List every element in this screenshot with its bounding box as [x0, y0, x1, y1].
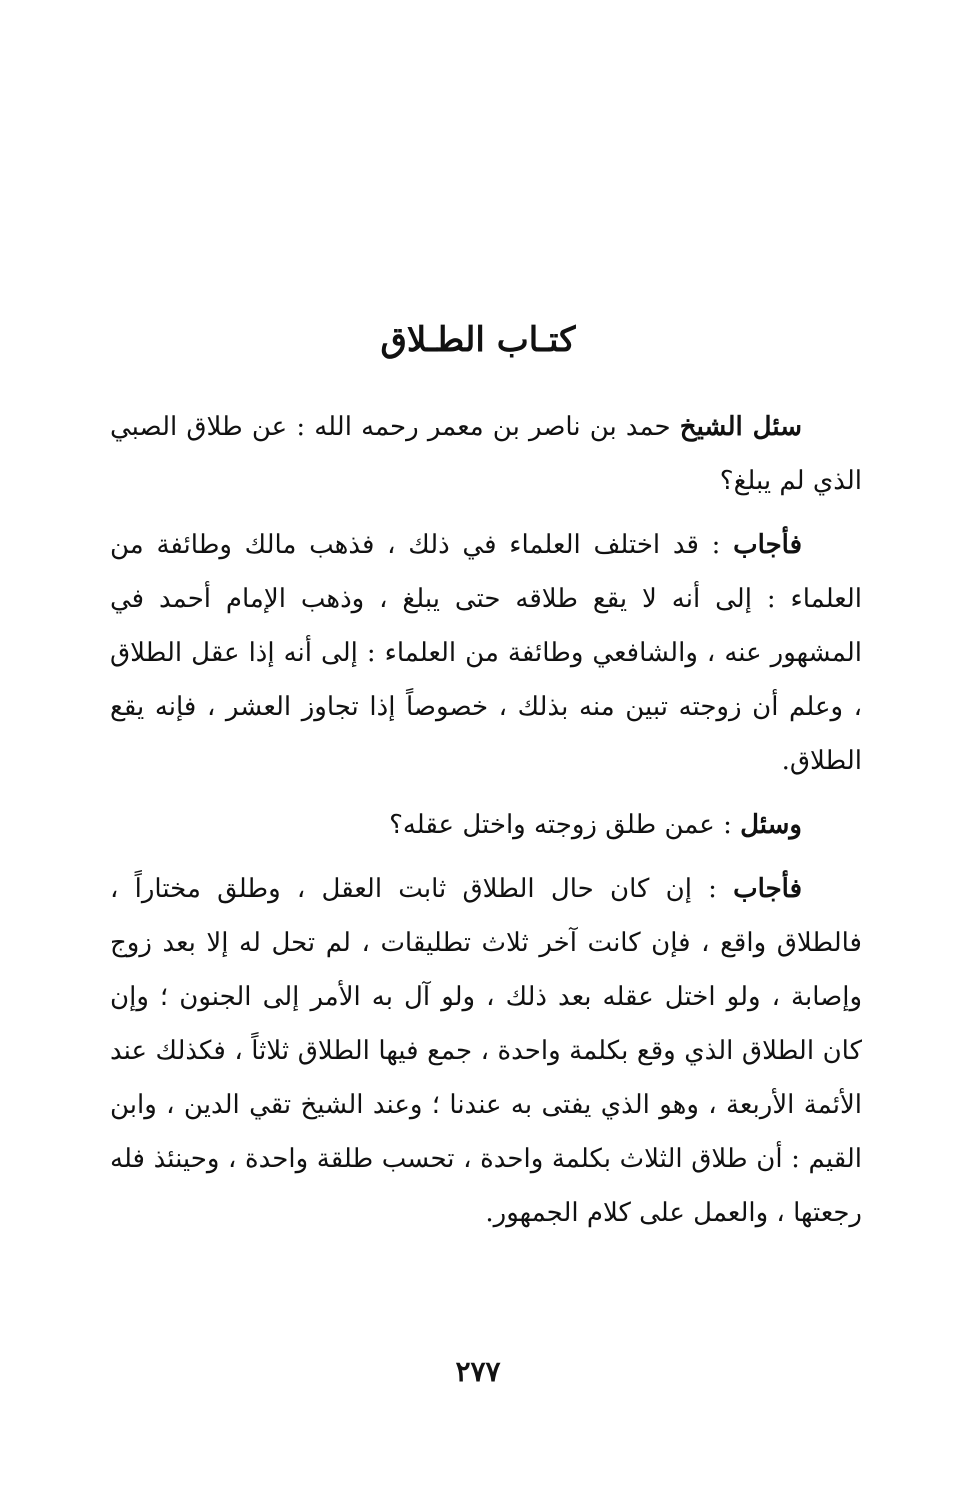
- answer-paragraph-1: [110, 518, 862, 788]
- paragraph-text: : عمن طلق زوجته واختل عقله؟: [389, 810, 741, 840]
- answer-paragraph-2: [110, 862, 862, 1240]
- question-paragraph-2: [110, 798, 862, 852]
- paragraph-lead: فأجاب: [733, 874, 802, 904]
- paragraph-text: حمد بن ناصر بن معمر رحمه الله : عن طلاق الصبي الذي لم يبلغ؟: [110, 412, 862, 496]
- paragraph-lead: وسئل: [740, 810, 802, 840]
- paragraph-text: : قد اختلف العلماء في ذلك ، فذهب مالك وطائفة من العلماء : إلى أنه لا يقع طلاقه حتى يبلغ ، وذهب الإمام أحمد في المشهور عنه ، والشافعي وطائفة من العلماء : إلى أنه إذا عقل الطلاق ، وعلم أن زوجته تبين منه بذلك ، خصوصاً إذا تجاوز العشر ، فإنه يقع الطلاق.: [110, 530, 862, 776]
- chapter-title: كتـاب الطـلاق: [380, 320, 576, 360]
- paragraph-text: : إن كان حال الطلاق ثابت العقل ، وطلق مختاراً ، فالطلاق واقع ، فإن كانت آخر ثلاث تطليقات ، لم تحل له إلا بعد زوج وإصابة ، ولو اختل عقله بعد ذلك ، ولو آل به الأمر إلى الجنون ؛ وإن كان الطلاق الذي وقع بكلمة واحدة ، جمع فيها الطلاق ثلاثاً ، فكذلك عند الأئمة الأربعة ، وهو الذي يفتى به عندنا ؛ وعند الشيخ تقي الدين ، وابن القيم : أن طلاق الثلاث بكلمة واحدة ، تحسب طلقة واحدة ، وحينئذ فله رجعتها ، والعمل على كلام الجمهور.: [110, 874, 862, 1228]
- page-number: ٢٧٧: [455, 1355, 501, 1388]
- question-paragraph-1: [110, 400, 862, 508]
- paragraph-lead: فأجاب: [733, 530, 802, 560]
- body-text: [110, 400, 862, 1250]
- paragraph-lead: سئل الشيخ: [679, 412, 803, 442]
